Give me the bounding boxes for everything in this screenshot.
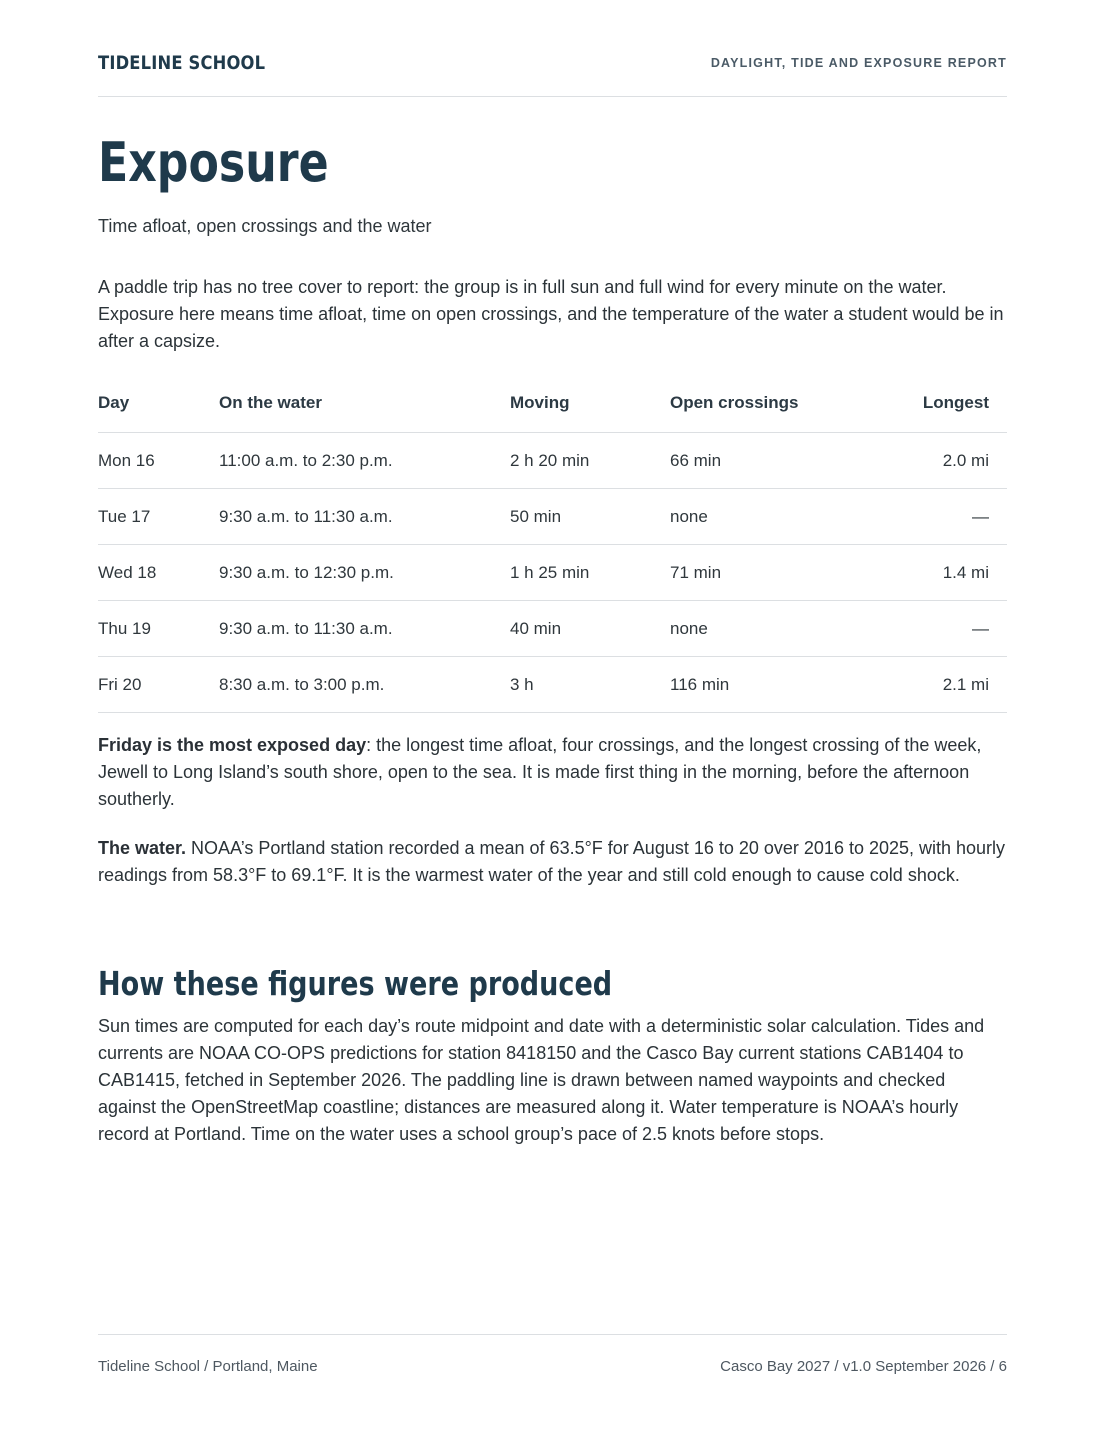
method-heading: How these figures were produced: [98, 964, 613, 1003]
table-row: [98, 601, 1007, 657]
water-paragraph: [98, 835, 1007, 889]
column-header-moving: Moving: [510, 393, 570, 412]
page-title: Exposure: [98, 131, 329, 194]
cell-on-the-water: 11:00 a.m. to 2:30 p.m.: [219, 451, 393, 470]
cell-on-the-water: 9:30 a.m. to 11:30 a.m.: [219, 507, 393, 526]
column-header-day: Day: [98, 393, 130, 412]
cell-moving: 3 h: [510, 675, 534, 694]
cell-moving: 50 min: [510, 507, 562, 526]
cell-moving: 1 h 25 min: [510, 563, 590, 582]
water-lead: The water.: [98, 838, 187, 858]
cell-open-crossings: 71 min: [670, 563, 722, 582]
school-name: TIDELINE SCHOOL: [98, 52, 266, 74]
cell-open-crossings: none: [670, 507, 708, 526]
cell-day: Wed 18: [98, 563, 157, 582]
cell-open-crossings: none: [670, 619, 708, 638]
friday-text: : the longest time afloat, four crossings, and the longest crossing of the week, Jewell to Long Island’s south shore, open to the sea. It is made first thing in the morning, before the afternoon southerly.: [98, 735, 982, 809]
cell-on-the-water: 9:30 a.m. to 12:30 p.m.: [219, 563, 394, 582]
column-header-on-the-water: On the water: [219, 393, 322, 412]
exposure-table: [98, 380, 1007, 713]
cell-longest: 2.0 mi: [942, 451, 989, 470]
friday-lead: Friday is the most exposed day: [98, 735, 367, 755]
report-page: [98, 0, 1007, 1430]
column-header-open-crossings: Open crossings: [670, 393, 799, 412]
report-label: DAYLIGHT, TIDE AND EXPOSURE REPORT: [710, 56, 1007, 70]
cell-day: Mon 16: [98, 451, 155, 470]
cell-on-the-water: 8:30 a.m. to 3:00 p.m.: [219, 675, 385, 694]
column-header-longest: Longest: [922, 393, 989, 412]
water-text: NOAA’s Portland station recorded a mean of 63.5°F for August 16 to 20 over 2016 to 2025, with hourly readings from 58.3°F to 69.1°F. It is the warmest water of the year and still cold enough to cause cold shock.: [98, 838, 1006, 885]
cell-open-crossings: 116 min: [670, 675, 730, 694]
cell-moving: 40 min: [510, 619, 562, 638]
intro-paragraph: A paddle trip has no tree cover to report: the group is in full sun and full wind for every minute on the water. Exposure here means time afloat, time on open crossings, and the temperature of the water a student would be in after a capsize.: [98, 277, 1004, 351]
cell-day: Tue 17: [98, 507, 151, 526]
cell-day: Fri 20: [98, 675, 142, 694]
cell-on-the-water: 9:30 a.m. to 11:30 a.m.: [219, 619, 393, 638]
table-row: [98, 545, 1007, 601]
table-row: [98, 433, 1007, 489]
footer-page-info: Casco Bay 2027 / v1.0 September 2026 / 6: [720, 1358, 1007, 1375]
footer-divider: [98, 1334, 1007, 1335]
cell-longest: —: [972, 619, 989, 638]
cell-longest: 1.4 mi: [942, 563, 989, 582]
table-header-row: [98, 380, 1007, 433]
header-divider: [98, 96, 1007, 97]
friday-paragraph: [98, 732, 1007, 813]
table-row: [98, 489, 1007, 545]
page-header: [98, 52, 1007, 78]
page-subtitle: Time afloat, open crossings and the water: [98, 216, 432, 236]
method-paragraph: Sun times are computed for each day’s route midpoint and date with a deterministic solar calculation. Tides and currents are NOAA CO-OPS predictions for station 8418150 and the Casco Bay current stations CAB1404 to CAB1415, fetched in September 2026. The paddling line is drawn between named waypoints and checked against the OpenStreetMap coastline; distances are measured along it. Water temperature is NOAA’s hourly record at Portland. Time on the water uses a school group’s pace of 2.5 knots before stops.: [98, 1016, 985, 1144]
cell-day: Thu 19: [98, 619, 151, 638]
table-row: [98, 657, 1007, 713]
footer-school: Tideline School / Portland, Maine: [98, 1358, 318, 1375]
cell-moving: 2 h 20 min: [510, 451, 590, 470]
cell-open-crossings: 66 min: [670, 451, 722, 470]
cell-longest: 2.1 mi: [942, 675, 989, 694]
cell-longest: —: [972, 507, 989, 526]
